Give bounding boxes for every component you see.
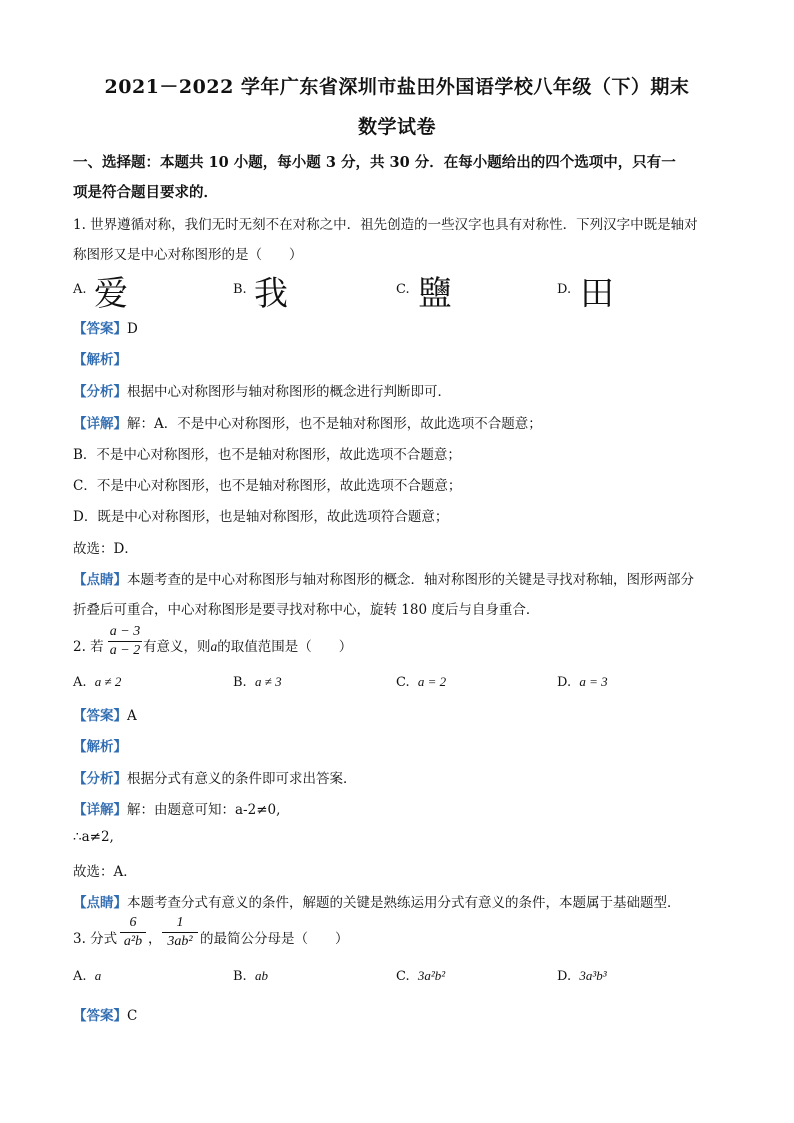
dianjing-tag: 【点睛】 [73, 895, 127, 911]
xiangjie-text: 解：A．不是中心对称图形，也不是轴对称图形，故此选项不合题意； [127, 416, 542, 432]
q2-var: a [210, 639, 218, 654]
q2-suffix-text2: 的取值范围是（ ） [217, 639, 353, 655]
fraction-bar [120, 932, 146, 933]
q2-xiangjie-line2: ∴a≠2, [73, 829, 114, 845]
dianjing-tag: 【点睛】 [73, 572, 127, 588]
answer-tag: 【答案】 [73, 1008, 127, 1024]
option-text: 3a³b³ [579, 968, 607, 983]
option-text: a ≠ 2 [94, 674, 122, 689]
analysis-tag: 【解析】 [73, 352, 127, 368]
q1-option-d-char: 田 [580, 274, 614, 314]
answer-value: C [127, 1008, 138, 1024]
option-label: A. [73, 969, 87, 984]
q1-dianjing-line2: 折叠后可重合，中心对称图形是要寻找对称中心，旋转 180 度后与自身重合． [73, 602, 540, 618]
q3-comma: ， [148, 931, 162, 947]
answer-value: D [127, 321, 138, 337]
option-label: B. [233, 675, 247, 690]
q2-dianjing [73, 891, 681, 911]
q3-fraction-2 [162, 915, 198, 950]
q3-option-a [73, 968, 101, 984]
option-text: a = 2 [417, 674, 447, 689]
q2-fraction [108, 624, 142, 659]
q2-frac-num: a − 3 [109, 624, 141, 639]
q3-frac1-num: 6 [129, 915, 137, 930]
q1-option-b-char: 我 [254, 274, 288, 314]
q3-frac2-den: 3ab² [167, 934, 193, 949]
q3-frac1-den: a²b [123, 934, 143, 949]
option-text: 3a²b² [417, 968, 446, 983]
q1-option-b-label: B. [233, 282, 247, 297]
fenxi-tag: 【分析】 [73, 384, 127, 400]
q2-stem-suffix [143, 635, 352, 655]
q3-answer [73, 1004, 137, 1024]
q2-xiangjie-line1 [73, 798, 280, 818]
q2-stem-prefix: 2. 若 [73, 639, 104, 655]
q1-option-a-label: A. [73, 282, 87, 297]
q3-stem-suffix: 的最简公分母是（ ） [200, 931, 349, 947]
analysis-tag: 【解析】 [73, 739, 127, 755]
option-text: a [94, 968, 102, 983]
answer-tag: 【答案】 [73, 321, 127, 337]
fenxi-text: 根据分式有意义的条件即可求出答案． [127, 771, 357, 787]
dianjing-text: 本题考查分式有意义的条件，解题的关键是熟练运用分式有意义的条件，本题属于基础题型． [127, 895, 681, 911]
fenxi-text: 根据中心对称图形与轴对称图形的概念进行判断即可． [127, 384, 451, 400]
xiangjie-tag: 【详解】 [73, 802, 127, 818]
q1-option-c-char: 鹽 [418, 274, 452, 314]
q1-xiangjie-line4: D．既是中心对称图形，也是轴对称图形，故此选项符合题意； [73, 509, 449, 525]
q2-suffix-text: 有意义，则 [143, 639, 211, 655]
option-label: D. [557, 675, 572, 690]
answer-tag: 【答案】 [73, 708, 127, 724]
q1-xiangjie-line3: C．不是中心对称图形，也不是轴对称图形，故此选项不合题意； [73, 478, 462, 494]
option-label: D. [557, 969, 572, 984]
q1-fenxi [73, 380, 451, 400]
q2-option-a [73, 674, 121, 690]
q3-fraction-1 [120, 915, 146, 950]
section-heading-line2: 项是符合题目要求的． [73, 184, 218, 201]
q3-option-c [396, 968, 445, 984]
xiangjie-text: 解：由题意可知：a-2≠0, [127, 802, 281, 818]
q3-stem-prefix: 3. 分式 [73, 931, 118, 947]
q1-option-a-char: 爱 [94, 274, 128, 314]
q1-stem-line2: 称图形又是中心对称图形的是（ ） [73, 247, 303, 263]
section-heading-line1: 一、选择题：本题共 10 小题，每小题 3 分，共 30 分．在每小题给出的四个选项中，只有一 [73, 154, 676, 171]
fraction-bar [108, 641, 142, 642]
q2-answer [73, 704, 137, 724]
dianjing-text: 本题考查的是中心对称图形与轴对称图形的概念．轴对称图形的关键是寻找对称轴，图形两部分 [127, 572, 694, 588]
option-text: ab [254, 968, 268, 983]
page-subtitle: 数学试卷 [357, 116, 436, 138]
q2-analysis-tag [73, 735, 127, 755]
q1-xiangjie-line5: 故选：D． [73, 541, 138, 557]
q1-option-d-label: D. [557, 282, 572, 297]
q1-stem-line1: 1. 世界遵循对称，我们无时无刻不在对称之中．祖先创造的一些汉字也具有对称性．下列汉字中既是轴对 [73, 217, 698, 233]
q2-option-b [233, 674, 282, 690]
q1-analysis-tag [73, 348, 127, 368]
q2-frac-den: a − 2 [109, 643, 141, 658]
q1-option-c-label: C. [396, 282, 410, 297]
page-title: 2021－2022 学年广东省深圳市盐田外国语学校八年级（下）期末 [104, 76, 690, 98]
fraction-bar [162, 932, 198, 933]
option-label: C. [396, 969, 410, 984]
option-text: a = 3 [579, 674, 608, 689]
q1-xiangjie-line1 [73, 412, 542, 432]
q2-option-d [557, 674, 608, 690]
q1-dianjing-line1 [73, 568, 694, 588]
q2-xiangjie-line3: 故选：A． [73, 864, 137, 880]
answer-value: A [127, 708, 137, 724]
option-label: C. [396, 675, 410, 690]
option-text: a ≠ 3 [254, 674, 282, 689]
q2-option-c [396, 674, 446, 690]
xiangjie-tag: 【详解】 [73, 416, 127, 432]
option-label: B. [233, 969, 247, 984]
q1-xiangjie-line2: B．不是中心对称图形，也不是轴对称图形，故此选项不合题意； [73, 447, 461, 463]
q3-option-d [557, 968, 607, 984]
q3-option-b [233, 968, 268, 984]
fenxi-tag: 【分析】 [73, 771, 127, 787]
q3-frac2-num: 1 [176, 915, 184, 930]
option-label: A. [73, 675, 87, 690]
q2-fenxi [73, 767, 357, 787]
q1-answer [73, 317, 138, 337]
